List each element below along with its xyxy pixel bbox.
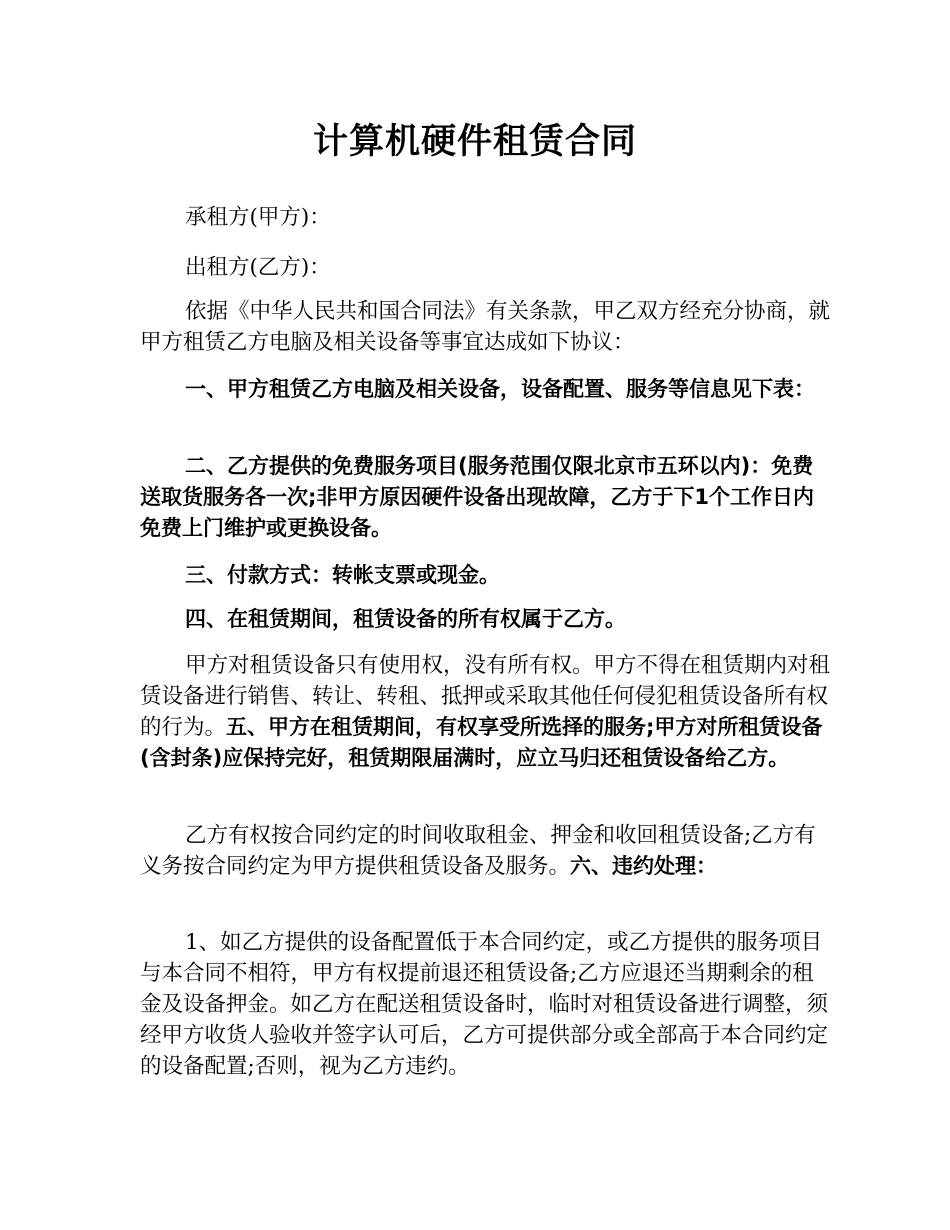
document-title: 计算机硬件租赁合同: [312, 122, 637, 162]
clause-3: 三、付款方式：转帐支票或现金。: [185, 563, 500, 587]
intro-paragraph: 依据《中华人民共和国合同法》有关条款，甲乙双方经充分协商，就甲方租赁乙方电脑及相关设备等事宜达成如下协议：: [140, 299, 831, 355]
clause-5: 五、甲方在租赁期间，有权享受所选择的服务;甲方对所租赁设备(含封条)应保持完好，租赁期限届满时，应立马归还租赁设备给乙方。: [140, 715, 823, 770]
clause-6: 六、违约处理：: [570, 854, 718, 878]
breach-item-1: 1、如乙方提供的设备配置低于本合同约定，或乙方提供的服务项目与本合同不相符，甲方有权提前退还租赁设备;乙方应退还当期剩余的租金及设备押金。如乙方在配送租赁设备时，临时对租赁设备进行调整，须经甲方收货人验收并签字认可后，乙方可提供部分或全部高于本合同约定的设备配置;否则，视为乙方违约。: [140, 930, 829, 1079]
rights-text: 乙方有权按合同约定的时间收取租金、押金和收回租赁设备;乙方有义务按合同约定为甲方提供租赁设备及服务。: [140, 823, 816, 879]
lessor-label: 出租方(乙方)：: [185, 255, 331, 280]
clause-1: 一、甲方租赁乙方电脑及相关设备，设备配置、服务等信息见下表：: [185, 377, 815, 401]
rights-paragraph: [140, 820, 830, 882]
clause-2: 二、乙方提供的免费服务项目(服务范围仅限北京市五环以内)：免费送取货服务各一次;非甲方原因硬件设备出现故障，乙方于下1个工作日内免费上门维护或更换设备。: [140, 454, 815, 540]
clause-4: 四、在租赁期间，租赁设备的所有权属于乙方。: [185, 607, 626, 631]
usage-paragraph: [140, 650, 830, 774]
lessee-label: 承租方(甲方)：: [185, 205, 331, 230]
usage-text: 甲方对租赁设备只有使用权，没有所有权。甲方不得在租赁期内对租赁设备进行销售、转让、转租、抵押或采取其他任何侵犯租赁设备所有权的行为。: [140, 653, 831, 740]
